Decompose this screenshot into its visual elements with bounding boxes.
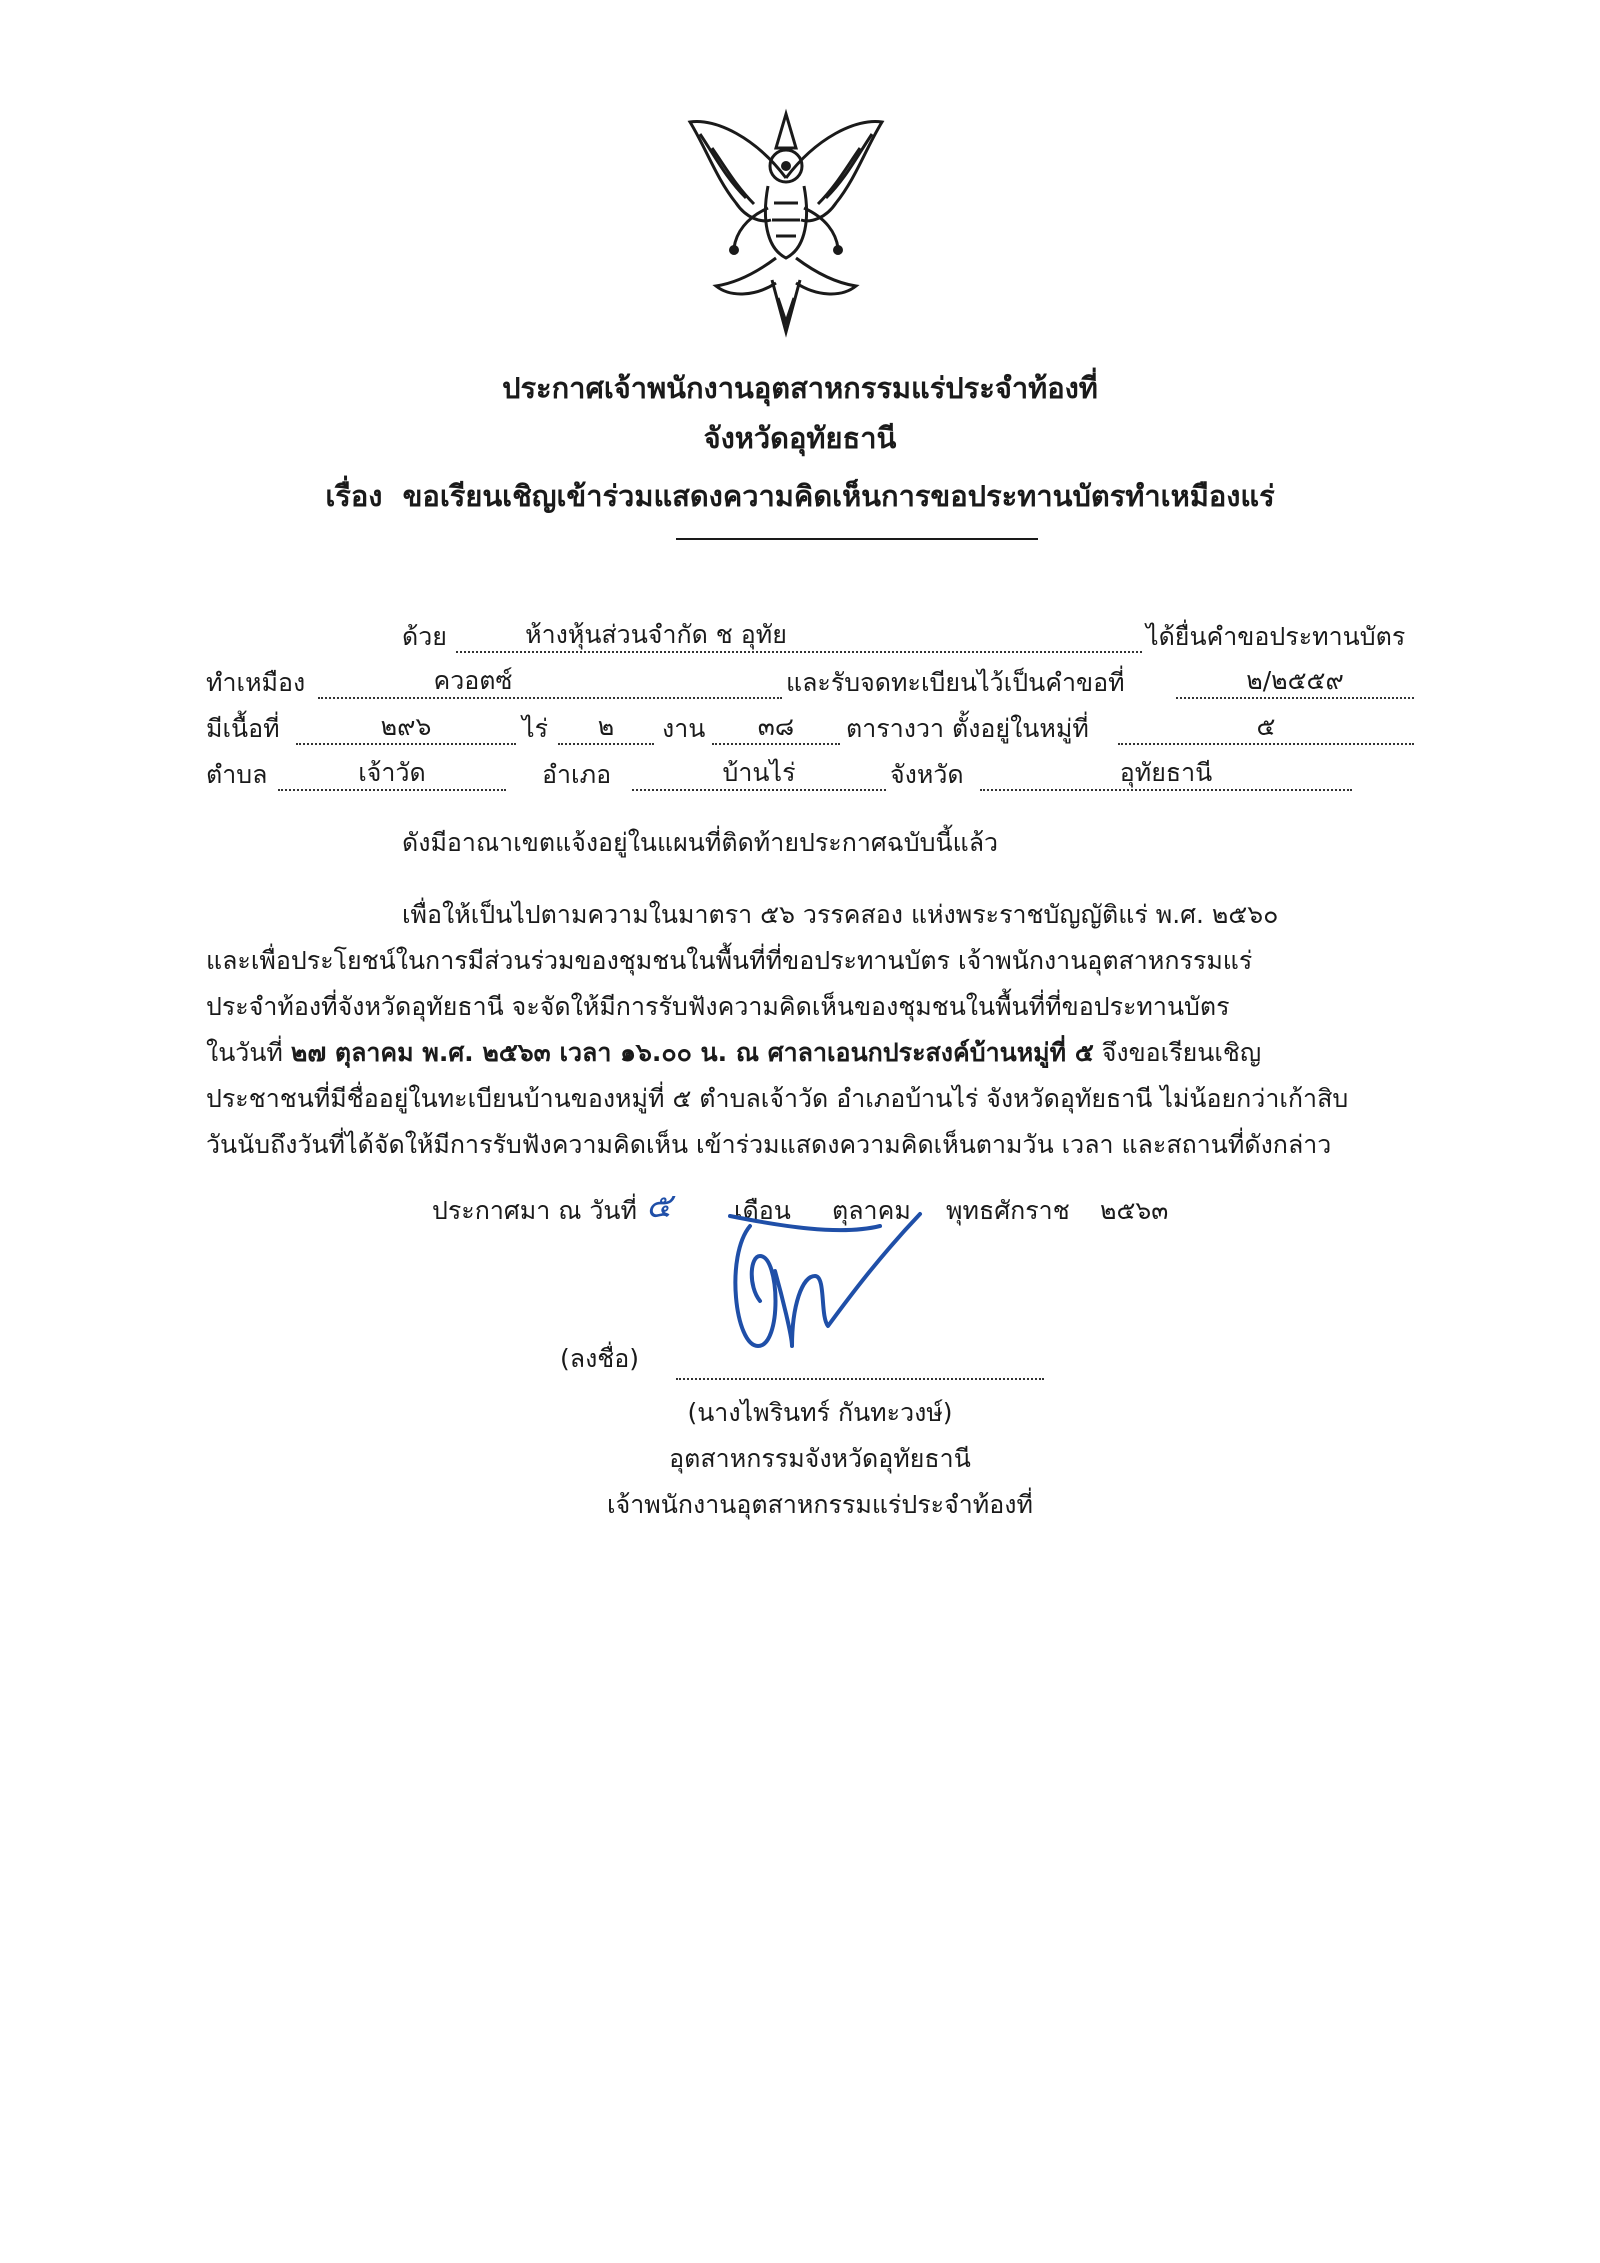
tambon-label: ตำบล — [206, 760, 268, 789]
hearing-date-time-place: ๒๗ ตุลาคม พ.ศ. ๒๕๖๓ เวลา ๑๖.๐๐ น. ณ ศาลาเอนกประสงค์บ้านหมู่ที่ ๕ — [290, 1038, 1094, 1067]
applicant-value: ห้างหุ้นส่วนจำกัด ช อุทัย — [525, 620, 787, 649]
area-label: มีเนื้อที่ — [206, 714, 280, 743]
ngan-label: งาน — [662, 714, 706, 743]
announce-day: ๕ — [646, 1186, 672, 1226]
garuda-emblem-icon — [676, 108, 896, 338]
sign-label: (ลงชื่อ) — [560, 1344, 640, 1373]
signer-position-1: อุตสาหกรรมจังหวัดอุทัยธานี — [669, 1444, 971, 1473]
signer-position-2: เจ้าพนักงานอุตสาหกรรมแร่ประจำท้องที่ — [607, 1490, 1033, 1519]
body-paragraph-line: ประจำท้องที่จังหวัดอุทัยธานี จะจัดให้มีการรับฟังความคิดเห็นของชุมชนในพื้นที่ที่ขอประทานบัตร — [206, 992, 1230, 1021]
submitted-label: ได้ยื่นคำขอประทานบัตร — [1146, 622, 1406, 651]
mine-label: ทำเหมือง — [206, 668, 306, 697]
by-label: ด้วย — [402, 622, 447, 651]
announce-month-label: เดือน — [734, 1196, 791, 1225]
invitation-text: จึงขอเรียนเชิญ — [1101, 1038, 1262, 1067]
handwritten-signature — [720, 1196, 930, 1366]
subject-text: ขอเรียนเชิญเข้าร่วมแสดงความคิดเห็นการขอประทานบัตรทำเหมืองแร่ — [402, 479, 1275, 513]
request-no-value: ๒/๒๕๕๙ — [1246, 666, 1344, 695]
ngan-value: ๒ — [597, 712, 615, 741]
body-paragraph-line: และเพื่อประโยชน์ในการมีส่วนร่วมของชุมชนในพื้นที่ที่ขอประทานบัตร เจ้าพนักงานอุตสาหกรรมแร่ — [206, 946, 1253, 975]
amphoe-label: อำเภอ — [542, 760, 612, 789]
mineral-value: ควอตซ์ — [433, 666, 513, 695]
body-paragraph-line: ประชาชนที่มีชื่ออยู่ในทะเบียนบ้านของหมู่ที่ ๕ ตำบลเจ้าวัด อำเภอบ้านไร่ จังหวัดอุทัยธานี ไม่น้อยกว่าเก้าสิบ — [206, 1084, 1349, 1113]
wa-value: ๓๘ — [757, 712, 795, 741]
announce-prefix: ประกาศมา ณ วันที่ — [432, 1196, 637, 1225]
map-note: ดังมีอาณาเขตแจ้งอยู่ในแผนที่ติดท้ายประกาศฉบับนี้แล้ว — [402, 828, 999, 857]
signature-dotline — [676, 1378, 1044, 1380]
amphoe-value: บ้านไร่ — [722, 758, 796, 787]
rai-value: ๒๙๖ — [380, 712, 432, 741]
wa-label: ตารางวา ตั้งอยู่ในหมู่ที่ — [846, 714, 1089, 743]
body-paragraph-line: เพื่อให้เป็นไปตามความในมาตรา ๕๖ วรรคสอง แห่งพระราชบัญญัติแร่ พ.ศ. ๒๕๖๐ — [402, 900, 1279, 929]
subject-label: เรื่อง — [325, 479, 383, 513]
moo-value: ๕ — [1256, 712, 1276, 741]
announcement-title: ประกาศเจ้าพนักงานอุตสาหกรรมแร่ประจำท้องที่ — [502, 371, 1098, 405]
signer-name: (นางไพรินทร์ กันทะวงษ์) — [687, 1398, 953, 1427]
announce-year-label: พุทธศักราช — [946, 1196, 1070, 1225]
tambon-value: เจ้าวัด — [358, 758, 426, 787]
subject-line — [0, 476, 1600, 516]
title-underline — [676, 538, 1038, 540]
announce-year: ๒๕๖๓ — [1100, 1196, 1169, 1225]
body-paragraph-line — [206, 1036, 1261, 1070]
province-label: จังหวัด — [890, 760, 964, 789]
registered-label: และรับจดทะเบียนไว้เป็นคำขอที่ — [786, 668, 1125, 697]
province-title: จังหวัดอุทัยธานี — [703, 421, 897, 455]
date-intro: ในวันที่ — [206, 1038, 283, 1067]
rai-label: ไร่ — [522, 714, 549, 743]
province-value: อุทัยธานี — [1119, 758, 1213, 787]
announce-month: ตุลาคม — [832, 1196, 911, 1225]
body-paragraph-line: วันนับถึงวันที่ได้จัดให้มีการรับฟังความคิดเห็น เข้าร่วมแสดงความคิดเห็นตามวัน เวลา และสถานที่ดังกล่าว — [206, 1130, 1332, 1159]
